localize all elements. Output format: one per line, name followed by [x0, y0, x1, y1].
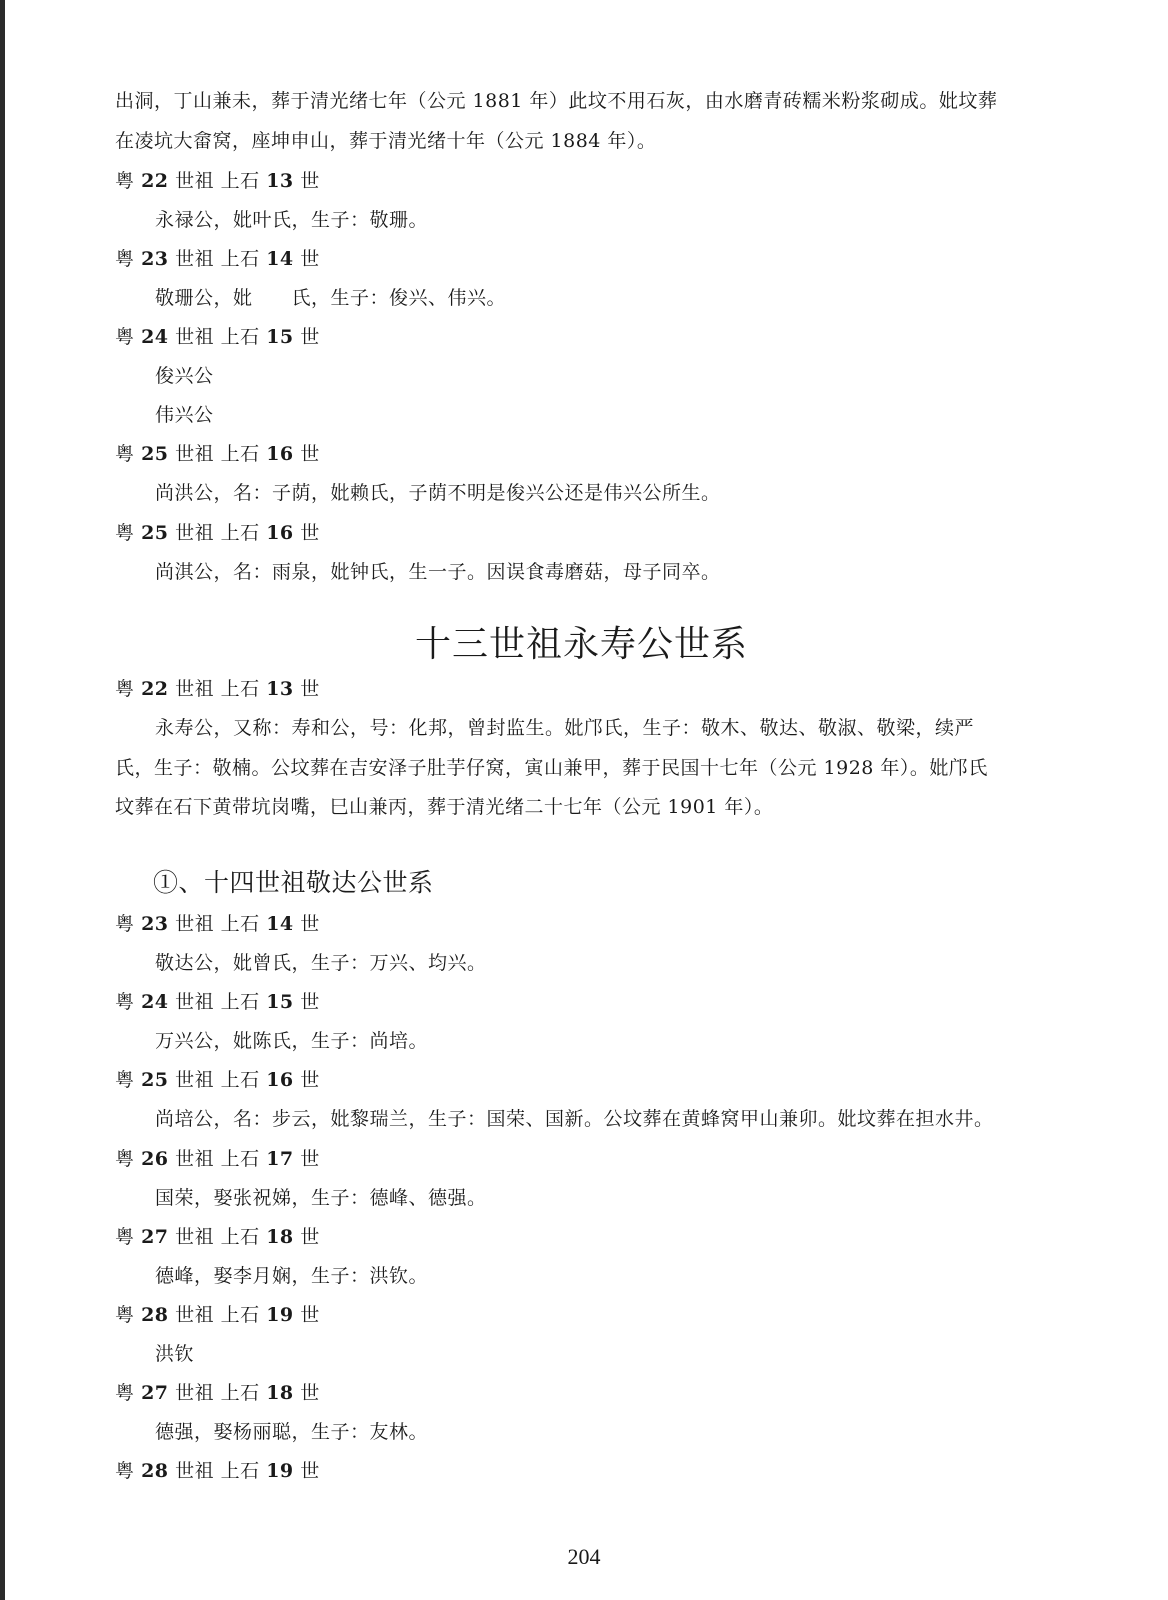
- gen-number: 14: [266, 913, 294, 935]
- entry-text: 万兴公，妣陈氏，生子：尚培。: [155, 1030, 429, 1052]
- gen-suffix: 世: [300, 170, 320, 192]
- gen-label: 世祖: [175, 1304, 215, 1326]
- gen-prefix: 粤: [115, 1460, 135, 1482]
- gen-prefix: 粤: [115, 248, 135, 270]
- entry-text: 伟兴公: [155, 404, 214, 426]
- gen-number: 23: [141, 248, 169, 270]
- subsection-title: ①、十四世祖敬达公世系: [153, 868, 434, 897]
- gen-label: 世祖: [175, 1382, 215, 1404]
- entry-text: 氏，生子：敬楠。公坟葬在吉安泽子肚芋仔窝，寅山兼甲，葬于民国十七年（公元 1928 年）。妣邝氏: [115, 757, 988, 779]
- gen-suffix: 世: [300, 443, 320, 465]
- gen-suffix: 世: [300, 1304, 320, 1326]
- gen-branch: 上石: [220, 1304, 260, 1326]
- gen-suffix: 世: [300, 1382, 320, 1404]
- entry-text: 国荣，娶张祝娣，生子：德峰、德强。: [155, 1187, 487, 1209]
- generation-heading: [115, 168, 320, 194]
- gen-prefix: 粤: [115, 991, 135, 1013]
- generation-heading: [115, 1458, 320, 1484]
- gen-suffix: 世: [300, 522, 320, 544]
- entry-text: 德峰，娶李月娴，生子：洪钦。: [155, 1265, 429, 1287]
- gen-prefix: 粤: [115, 1382, 135, 1404]
- gen-suffix: 世: [300, 248, 320, 270]
- gen-suffix: 世: [300, 1460, 320, 1482]
- entry-text: 德强，娶杨丽聪，生子：友林。: [155, 1421, 429, 1443]
- entry-text: 洪钦: [155, 1343, 195, 1365]
- gen-label: 世祖: [175, 248, 215, 270]
- body-line: 在凌坑大畲窝，座坤申山，葬于清光绪十年（公元 1884 年）。: [115, 130, 657, 152]
- gen-number: 16: [266, 522, 294, 544]
- generation-heading: [115, 1067, 320, 1093]
- generation-heading: [115, 1380, 320, 1406]
- gen-suffix: 世: [300, 1069, 320, 1091]
- gen-number: 19: [266, 1304, 294, 1326]
- entry-text: 永禄公，妣叶氏，生子：敬珊。: [155, 209, 429, 231]
- gen-suffix: 世: [300, 991, 320, 1013]
- section-title: 十三世祖永寿公世系: [415, 624, 749, 665]
- gen-label: 世祖: [175, 678, 215, 700]
- gen-number: 25: [141, 443, 169, 465]
- gen-number: 24: [141, 326, 169, 348]
- gen-suffix: 世: [300, 678, 320, 700]
- generation-heading: [115, 1146, 320, 1172]
- gen-number: 18: [266, 1226, 294, 1248]
- generation-heading: [115, 911, 320, 937]
- gen-prefix: 粤: [115, 1148, 135, 1170]
- gen-branch: 上石: [220, 1226, 260, 1248]
- gen-number: 13: [266, 678, 294, 700]
- scan-edge-bar: [0, 0, 5, 1600]
- gen-label: 世祖: [175, 522, 215, 544]
- generation-heading: [115, 1302, 320, 1328]
- gen-suffix: 世: [300, 326, 320, 348]
- gen-branch: 上石: [220, 1460, 260, 1482]
- gen-number: 22: [141, 678, 169, 700]
- gen-label: 世祖: [175, 326, 215, 348]
- gen-branch: 上石: [220, 522, 260, 544]
- gen-number: 16: [266, 443, 294, 465]
- gen-label: 世祖: [175, 170, 215, 192]
- gen-number: 24: [141, 991, 169, 1013]
- gen-number: 17: [266, 1148, 294, 1170]
- entry-text: 尚洪公，名：子荫，妣赖氏，子荫不明是俊兴公还是伟兴公所生。: [155, 482, 721, 504]
- gen-prefix: 粤: [115, 1304, 135, 1326]
- gen-label: 世祖: [175, 443, 215, 465]
- entry-text: 永寿公，又称：寿和公，号：化邦，曾封监生。妣邝氏，生子：敬木、敬达、敬淑、敬梁，续严: [155, 717, 975, 739]
- gen-number: 25: [141, 1069, 169, 1091]
- entry-text: 尚淇公，名：雨泉，妣钟氏，生一子。因误食毒磨菇，母子同卒。: [155, 561, 721, 583]
- gen-number: 28: [141, 1304, 169, 1326]
- entry-text: 俊兴公: [155, 365, 214, 387]
- gen-branch: 上石: [220, 678, 260, 700]
- gen-branch: 上石: [220, 170, 260, 192]
- gen-number: 23: [141, 913, 169, 935]
- gen-suffix: 世: [300, 1226, 320, 1248]
- gen-number: 14: [266, 248, 294, 270]
- gen-number: 16: [266, 1069, 294, 1091]
- generation-heading: [115, 676, 320, 702]
- gen-prefix: 粤: [115, 1069, 135, 1091]
- body-line: 出洞，丁山兼未，葬于清光绪七年（公元 1881 年）此坟不用石灰，由水磨青砖糯米粉浆砌成。妣坟葬: [115, 90, 998, 112]
- gen-branch: 上石: [220, 326, 260, 348]
- gen-prefix: 粤: [115, 443, 135, 465]
- gen-number: 15: [266, 326, 294, 348]
- gen-branch: 上石: [220, 1148, 260, 1170]
- gen-number: 18: [266, 1382, 294, 1404]
- gen-number: 19: [266, 1460, 294, 1482]
- gen-branch: 上石: [220, 248, 260, 270]
- generation-heading: [115, 441, 320, 467]
- gen-number: 13: [266, 170, 294, 192]
- gen-number: 26: [141, 1148, 169, 1170]
- generation-heading: [115, 520, 320, 546]
- gen-prefix: 粤: [115, 678, 135, 700]
- gen-label: 世祖: [175, 1069, 215, 1091]
- page-number: 204: [567, 1544, 601, 1569]
- entry-text: 坟葬在石下黄带坑岗嘴，巳山兼丙，葬于清光绪二十七年（公元 1901 年）。: [115, 796, 774, 818]
- gen-branch: 上石: [220, 443, 260, 465]
- entry-text: 尚培公，名：步云，妣黎瑞兰，生子：国荣、国新。公坟葬在黄蜂窝甲山兼卯。妣坟葬在担水井。: [155, 1108, 994, 1130]
- generation-heading: [115, 324, 320, 350]
- entry-text: 敬达公，妣曾氏，生子：万兴、均兴。: [155, 952, 487, 974]
- gen-label: 世祖: [175, 1148, 215, 1170]
- gen-number: 15: [266, 991, 294, 1013]
- gen-suffix: 世: [300, 1148, 320, 1170]
- gen-number: 28: [141, 1460, 169, 1482]
- gen-label: 世祖: [175, 991, 215, 1013]
- gen-prefix: 粤: [115, 522, 135, 544]
- gen-prefix: 粤: [115, 326, 135, 348]
- gen-suffix: 世: [300, 913, 320, 935]
- entry-text: 敬珊公，妣 氏，生子：俊兴、伟兴。: [155, 287, 507, 309]
- gen-number: 27: [141, 1382, 169, 1404]
- gen-branch: 上石: [220, 1069, 260, 1091]
- gen-prefix: 粤: [115, 170, 135, 192]
- gen-number: 22: [141, 170, 169, 192]
- gen-branch: 上石: [220, 913, 260, 935]
- gen-prefix: 粤: [115, 1226, 135, 1248]
- gen-number: 25: [141, 522, 169, 544]
- gen-label: 世祖: [175, 913, 215, 935]
- gen-branch: 上石: [220, 1382, 260, 1404]
- gen-number: 27: [141, 1226, 169, 1248]
- gen-branch: 上石: [220, 991, 260, 1013]
- generation-heading: [115, 989, 320, 1015]
- gen-label: 世祖: [175, 1460, 215, 1482]
- gen-label: 世祖: [175, 1226, 215, 1248]
- gen-prefix: 粤: [115, 913, 135, 935]
- generation-heading: [115, 1224, 320, 1250]
- generation-heading: [115, 246, 320, 272]
